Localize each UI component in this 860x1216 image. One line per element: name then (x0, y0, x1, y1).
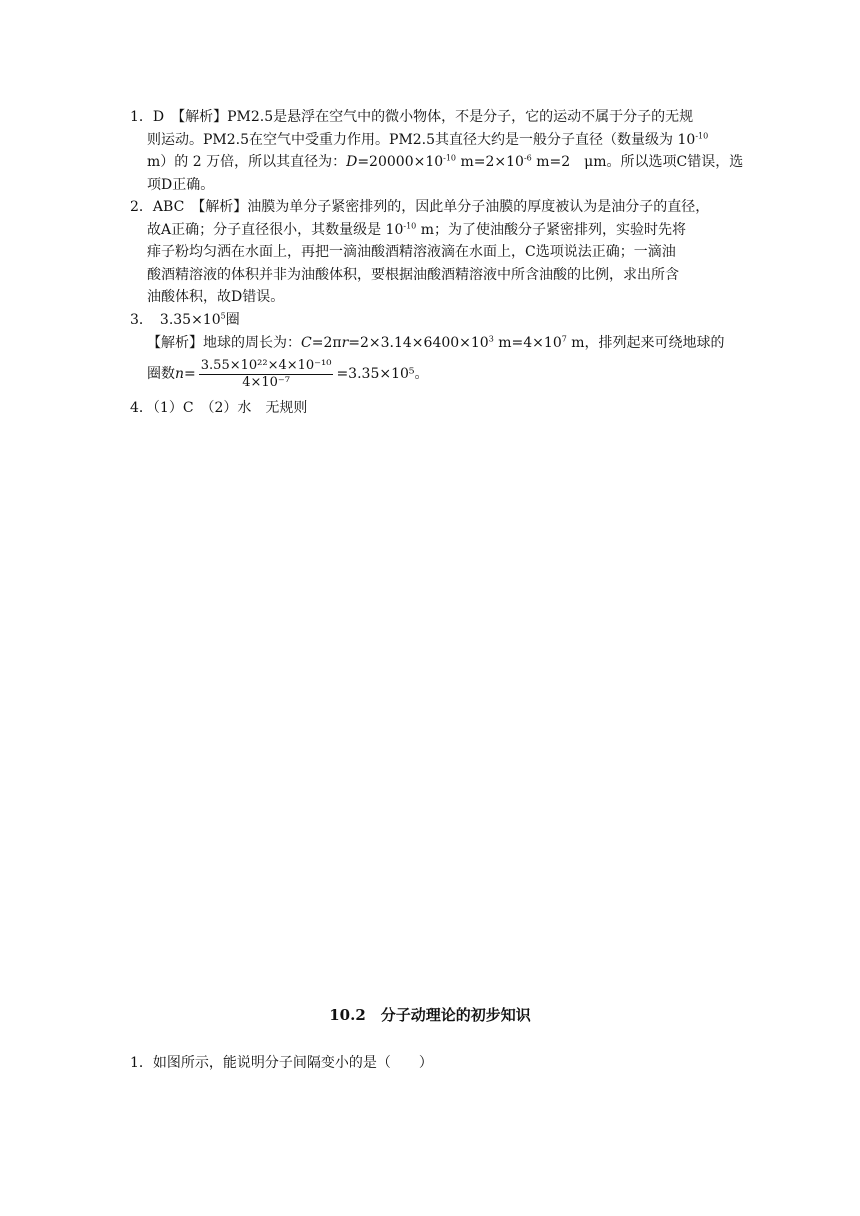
answer-1-line-2 (130, 129, 730, 152)
text: =3.35×10⁵。 (336, 366, 429, 382)
answer-2-line-1: 2．ABC 【解析】油膜为单分子紧密排列的，因此单分子油膜的厚度被认为是油分子的直径， (130, 199, 710, 215)
variable: D (346, 154, 358, 170)
exponent: -10 (443, 153, 457, 163)
exponent: -10 (695, 130, 709, 140)
exponent: 3 (488, 333, 494, 343)
variable: n (175, 366, 185, 382)
section-title: 10.2 分子动理论的初步知识 (329, 1006, 531, 1024)
answer-1-line-3 (130, 151, 744, 174)
question-1: 1．如图所示，能说明分子间隔变小的是（ ） (130, 1055, 433, 1071)
answer-3-line-3 (130, 354, 730, 394)
answer-1-line-1: 1．D 【解析】PM2.5是悬浮在空气中的微小物体，不是分子，它的运动不属于分子的无规 (130, 109, 694, 125)
text: m=2×10 (456, 154, 524, 170)
answer-1 (130, 106, 744, 196)
answer-2-line-2 (130, 219, 730, 242)
text: 【解析】地球的周长为： (147, 334, 301, 351)
text: m=4×10 (493, 334, 562, 351)
answer-3 (130, 309, 730, 394)
text: m；为了使油酸分子紧密排列，实验时先将 (416, 221, 686, 238)
text: = (184, 366, 196, 382)
answer-4-line-1: 4．（1）C （2）水 无规则 (130, 400, 308, 416)
text: =2π (311, 334, 342, 351)
text: 则运动。PM2.5在空气中受重力作用。PM2.5其直径大约是一般分子直径（数量级为 10 (147, 131, 696, 148)
answer-2 (130, 196, 730, 309)
fraction-numerator: 3.55×10²²×4×10⁻¹⁰ (200, 357, 332, 373)
fraction-denominator: 4×10⁻⁷ (242, 374, 290, 390)
answer-2-line-3: 痱子粉均匀洒在水面上，再把一滴油酸酒精溶液滴在水面上，C选项说法正确；一滴油 (147, 244, 676, 260)
answer-3-line-1 (130, 309, 730, 332)
text: 圈数 (147, 366, 175, 382)
text: 3． 3.35×10 (130, 312, 221, 328)
text: m，排列起来可绕地球的 (566, 334, 725, 351)
text: =2×3.14×6400×10 (348, 334, 489, 351)
variable: r (341, 334, 349, 351)
fraction (199, 358, 334, 391)
text: 故A正确；分子直径很小，其数量级是 10 (147, 221, 404, 238)
answer-4 (130, 397, 730, 420)
variable: C (301, 334, 312, 351)
exponent: 5 (220, 311, 226, 321)
text: 圈 (225, 312, 240, 328)
exponent: -10 (403, 220, 417, 230)
answer-1-line-4: 项D正确。 (147, 176, 215, 193)
answer-3-line-2 (130, 332, 730, 355)
answer-2-line-5: 油酸体积，故D错误。 (147, 289, 285, 305)
text: m）的 2 万倍，所以其直径为： (147, 154, 347, 170)
exponent: -6 (523, 153, 532, 163)
answer-2-line-4: 酸酒精溶液的体积并非为油酸体积，要根据油酸酒精溶液中所含油酸的比例，求出所含 (147, 266, 679, 283)
exponent: 7 (561, 333, 567, 343)
text: m=2 μm。所以选项C错误，选 (531, 154, 744, 170)
text: =20000×10 (357, 154, 444, 170)
